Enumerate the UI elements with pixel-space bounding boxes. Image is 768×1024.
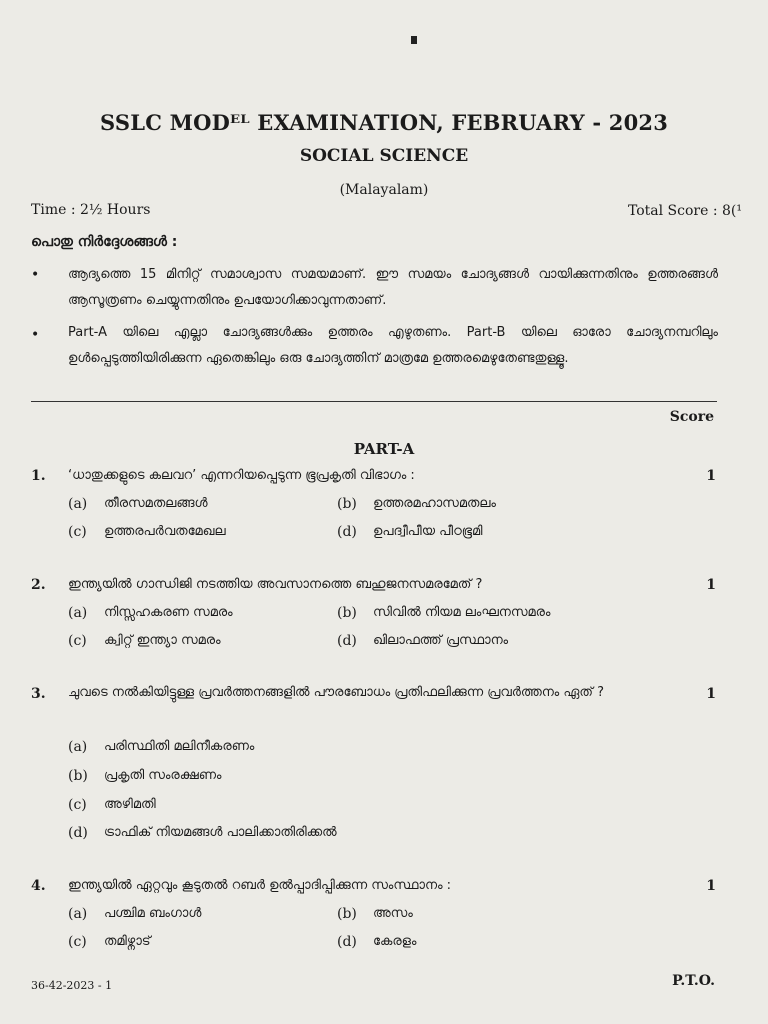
option-label: (d): [337, 934, 357, 950]
page-top-mark: [411, 36, 417, 44]
subject-title: SOCIAL SCIENCE: [299, 146, 469, 166]
question-score: 1: [706, 686, 716, 702]
option-text: പശ്ചിമ ബംഗാൾ: [104, 906, 202, 921]
question-score: 1: [706, 468, 716, 484]
question-text: ചുവടെ നൽകിയിട്ടുള്ള പ്രവർത്തനങ്ങളിൽ പൗരബോധം പ്രതിഫലിക്കുന്ന പ്രവർത്തനം ഏത് ?: [68, 685, 604, 700]
option-text: ക്വിറ്റ് ഇന്ത്യാ സമരം: [104, 633, 221, 648]
option-text: തമിഴ്നാട്: [104, 934, 151, 949]
option-text: ഉത്തരപർവതമേഖല: [104, 524, 226, 539]
option-label: (b): [68, 768, 88, 784]
option-text: ട്രാഫിക് നിയമങ്ങൾ പാലിക്കാതിരിക്കൽ: [104, 825, 337, 840]
instruction-item: Part-A യിലെ എല്ലാ ചോദ്യങ്ങൾക്കും ഉത്തരം എഴുതണം. Part-B യിലെ ഓരോ ചോദ്യനമ്പറിലും ഉൾപ്പെടുത്തിയിരിക്കുന്ന ഏതെങ്കിലും ഒരു ചോദ്യത്തിന് മാത്രമേ ഉത്തരമെഴുതേണ്ടതുള്ളൂ.: [68, 325, 718, 366]
option-label: (c): [68, 633, 87, 649]
option-label: (b): [337, 605, 357, 621]
part-title: PART-A: [353, 440, 415, 458]
option-label: (a): [68, 739, 88, 755]
score-column-heading: Score: [669, 409, 714, 425]
question-text: ഇന്ത്യയിൽ ഏറ്റവും കൂടുതൽ റബർ ഉൽപ്പാദിപ്പിക്കുന്ന സംസ്ഥാനം :: [68, 878, 452, 893]
option-label: (a): [68, 496, 88, 512]
question-text: ഇന്ത്യയിൽ ഗാന്ധിജി നടത്തിയ അവസാനത്തെ ബഹുജനസമരമേത് ?: [68, 577, 483, 592]
option-label: (d): [337, 633, 357, 649]
question-text: ‘ധാതുക്കളുടെ കലവറ’ എന്നറിയപ്പെടുന്ന ഭൂപ്രകൃതി വിഭാഗം :: [68, 468, 415, 483]
option-text: അസം: [373, 906, 413, 921]
time-allowed: Time : 2½ Hours: [31, 202, 151, 218]
option-label: (b): [337, 496, 357, 512]
total-score: Total Score : 8(¹: [627, 203, 742, 219]
question-number: 3.: [31, 686, 46, 702]
option-text: കേരളം: [373, 934, 417, 949]
option-label: (d): [337, 524, 357, 540]
paper-code: 36-42-2023 - 1: [31, 979, 113, 992]
option-text: ഖിലാഫത്ത് പ്രസ്ഥാനം: [373, 633, 509, 648]
option-label: (a): [68, 906, 88, 922]
option-label: (d): [68, 825, 88, 841]
question-number: 4.: [31, 878, 46, 894]
bullet-icon: •: [31, 327, 40, 343]
instruction-item: ആദ്യത്തെ 15 മിനിറ്റ് സമാശ്വാസ സമയമാണ്. ഈ സമയം ചോദ്യങ്ങൾ വായിക്കുന്നതിനും ഉത്തരങ്ങൾ ആസൂത്രണം ചെയ്യുന്നതിനും ഉപയോഗിക്കാവുന്നതാണ്.: [68, 267, 718, 308]
option-text: സിവിൽ നിയമ ലംഘനസമരം: [373, 605, 551, 620]
option-label: (b): [337, 906, 357, 922]
option-text: പ്രകൃതി സംരക്ഷണം: [104, 768, 222, 783]
option-label: (c): [68, 524, 87, 540]
instructions-heading: പൊതു നിർദ്ദേശങ്ങൾ :: [31, 234, 178, 250]
question-number: 2.: [31, 577, 46, 593]
question-number: 1.: [31, 468, 46, 484]
option-text: അഴിമതി: [104, 797, 156, 812]
question-score: 1: [706, 577, 716, 593]
option-text: നിസ്സഹകരണ സമരം: [104, 605, 233, 620]
option-text: പരിസ്ഥിതി മലിനീകരണം: [104, 739, 255, 754]
exam-title: SSLC MODᴱᴸ EXAMINATION, FEBRUARY - 2023: [99, 110, 669, 135]
option-text: ഉപദ്വീപീയ പീഠഭൂമി: [373, 524, 483, 539]
option-text: തീരസമതലങ്ങൾ: [104, 496, 208, 511]
option-text: ഉത്തരമഹാസമതലം: [373, 496, 496, 511]
medium-label: (Malayalam): [339, 182, 429, 198]
option-label: (c): [68, 797, 87, 813]
please-turn-over: P.T.O.: [672, 973, 715, 989]
section-divider: [31, 401, 717, 402]
question-score: 1: [706, 878, 716, 894]
option-label: (a): [68, 605, 88, 621]
bullet-icon: •: [31, 267, 40, 283]
option-label: (c): [68, 934, 87, 950]
